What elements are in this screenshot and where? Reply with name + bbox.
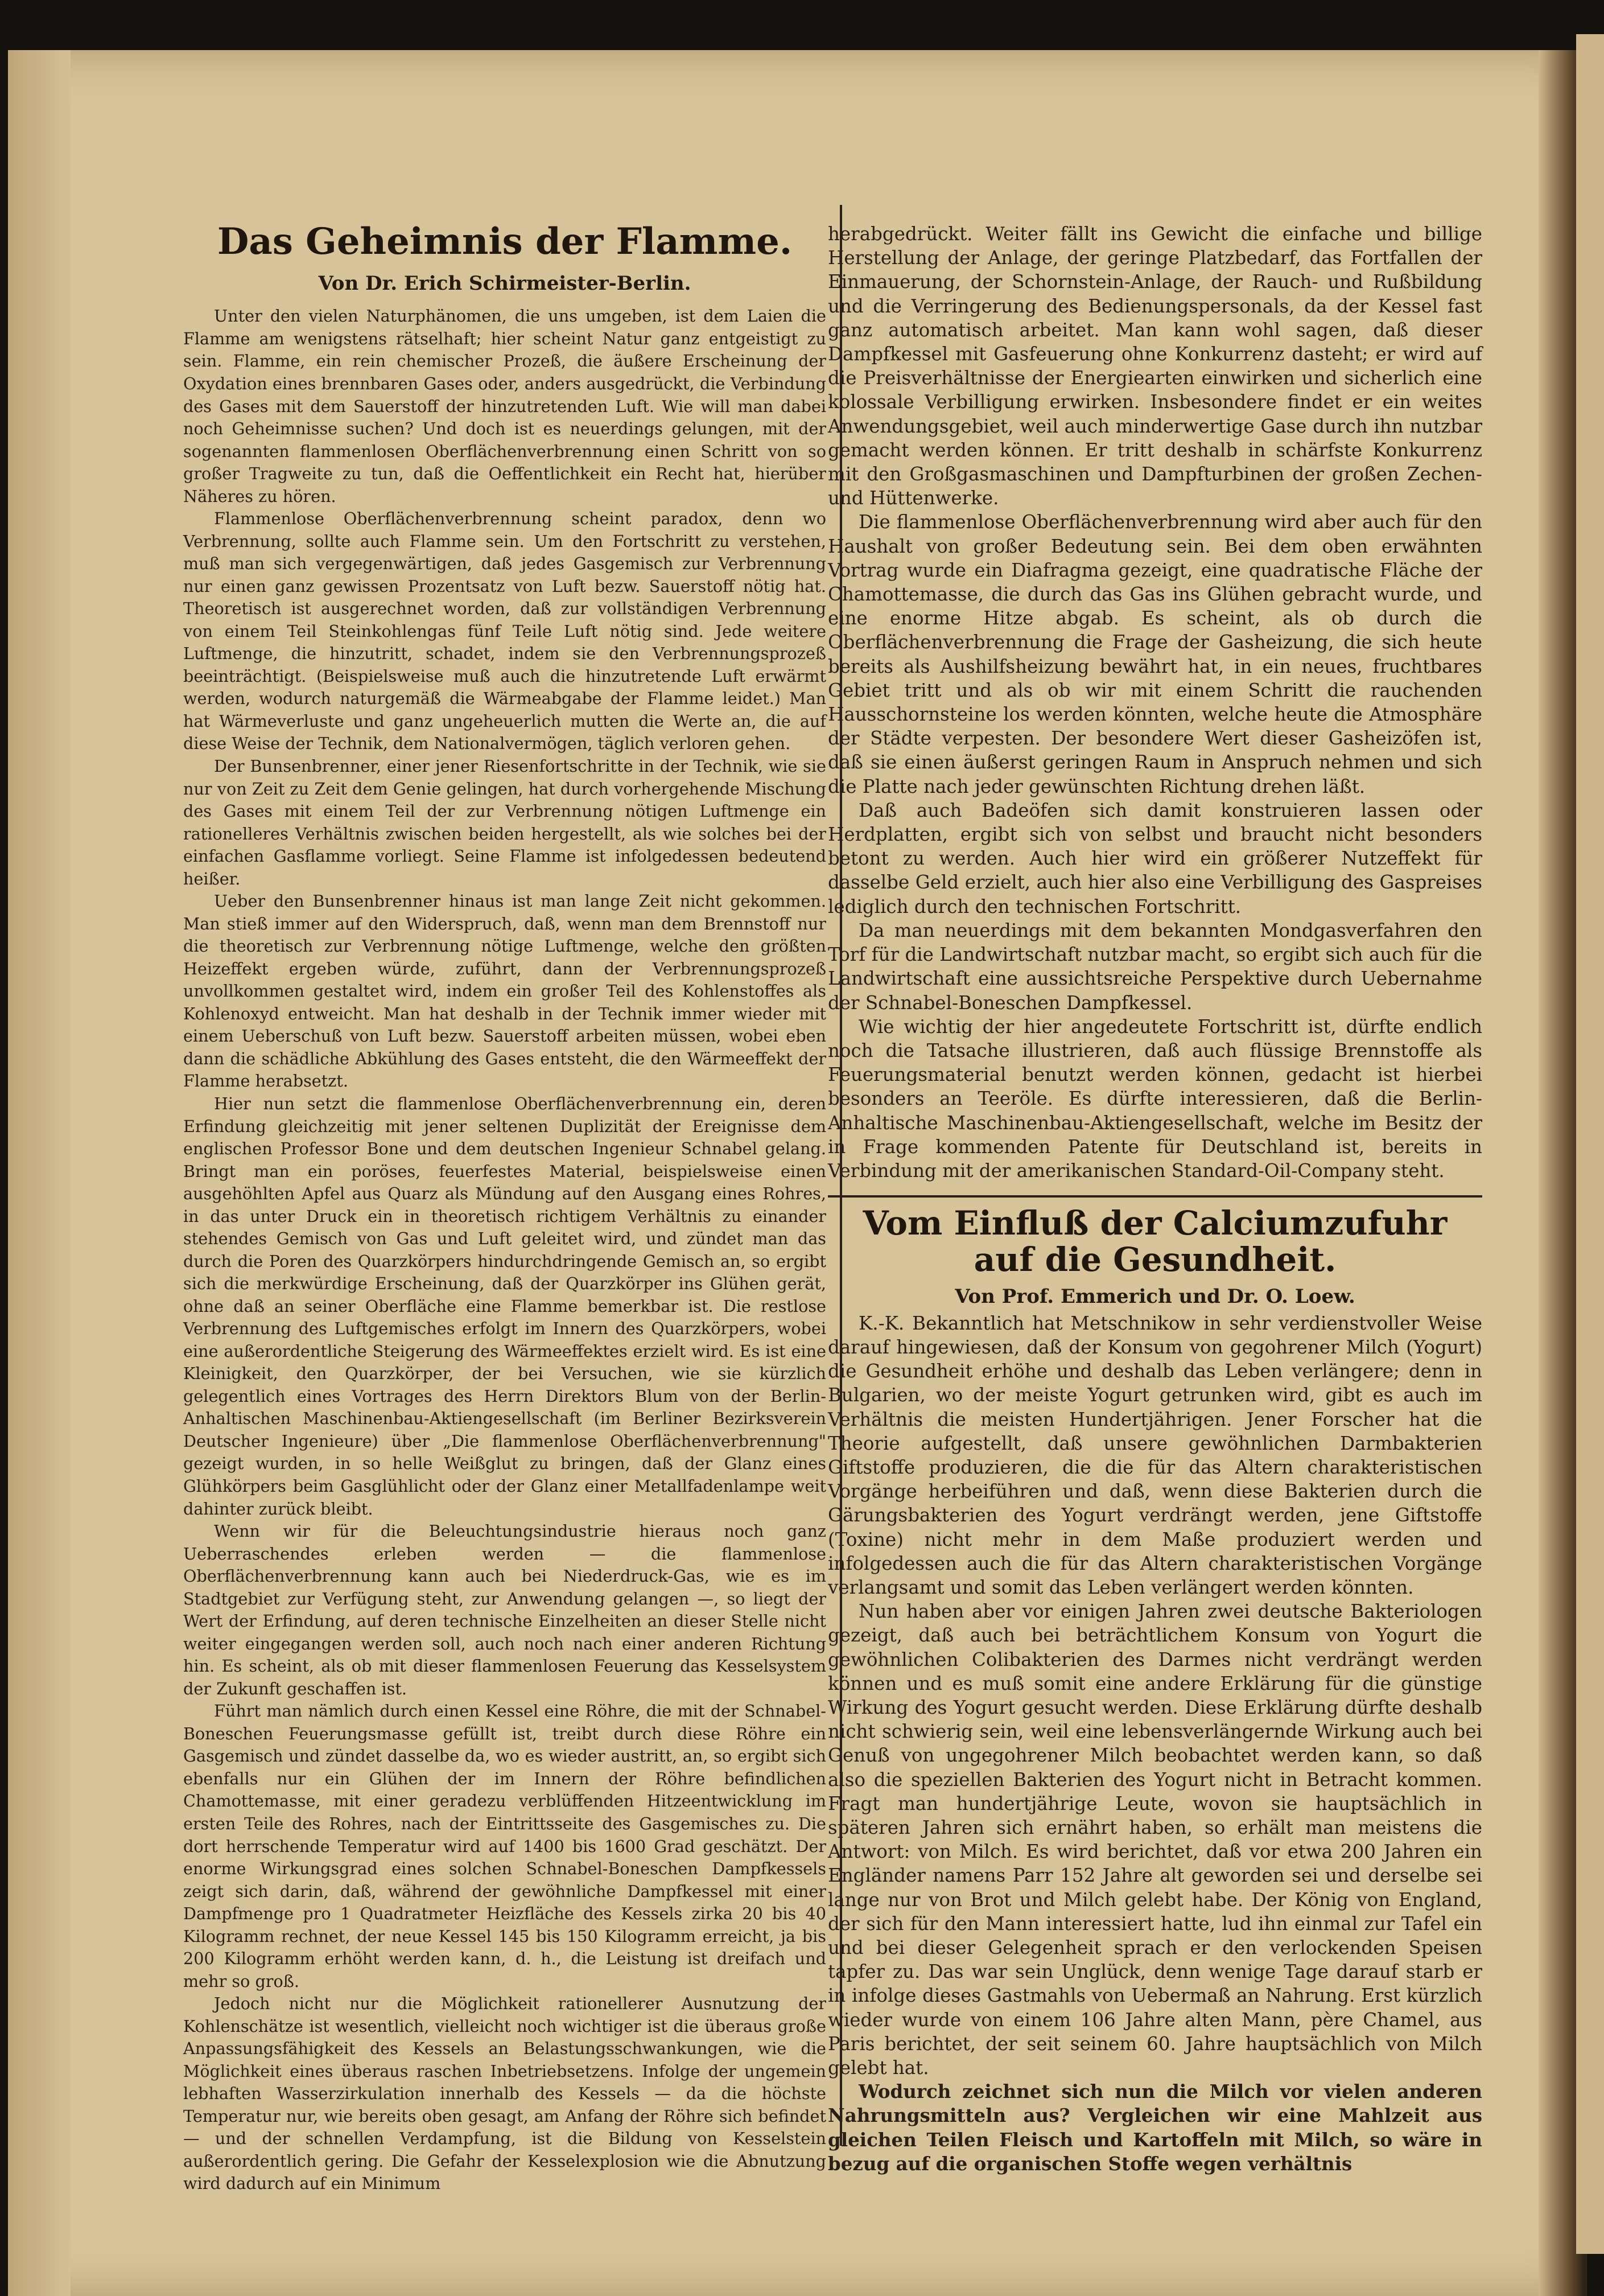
paragraph: Der Bunsenbrenner, einer jener Riesenfortschritte in der Technik, wie sie nur von Zeit zu Zeit dem Genie gelingen, hat durch vorhergehende Mischung des Gases mit einem Teil der zur Verbrennung nötigen Luftmenge ein rationelleres Verhältnis zwischen beiden hergestellt, als wie solches bei der einfachen Gasflamme vorliegt. Seine Flamme ist infolgedessen bedeutend heißer. bbox=[183, 756, 826, 888]
paragraph: Wenn wir für die Beleuchtungsindustrie hieraus noch ganz Ueberraschendes erleben werden — die flammenlose Oberflächenverbrennung kann auch bei Niederdruck-Gas, wie es im Stadtgebiet zur Verfügung steht, zur Anwendung gelangen —, so liegt der Wert der Erfindung, auf deren technische Einzelheiten an dieser Stelle nicht weiter eingegangen werden soll, auch noch nach einer anderen Richtung hin. Es scheint, als ob mit dieser flammenlosen Feuerung das Kesselsystem der Zukunft geschaffen ist. bbox=[183, 1521, 826, 1698]
paragraph: Da man neuerdings mit dem bekannten Mondgasverfahren den Torf für die Landwirtschaft nutzbar macht, so ergibt sich auch für die Landwirtschaft eine aussichtsreiche Perspektive durch Uebernahme der Schnabel-Boneschen Dampfkessel. bbox=[828, 919, 1482, 1014]
paragraph: Nun haben aber vor einigen Jahren zwei deutsche Bakteriologen gezeigt, daß auch bei beträchtlichem Konsum von Yogurt die gewöhnlichen Colibakterien des Darmes nicht verdrängt werden können und es muß somit eine andere Erklärung für die günstige Wirkung des Yogurt gesucht werden. Diese Erklärung dürfte deshalb nicht schwierig sein, weil eine lebensverlängernde Wirkung auch bei Genuß von ungegohrener Milch beobachtet werden kann, so daß also die speziellen Bakterien des Yogurt nicht in Betracht kommen. Fragt man hundertjährige Leute, wovon sie hauptsächlich in späteren Jahren sich ernährt haben, so erhält man meistens die Antwort: von Milch. Es wird berichtet, daß vor etwa 200 Jahren ein Engländer namens Parr 152 Jahre alt geworden sei und derselbe sei lange nur von Brot und Milch gelebt habe. Der König von England, der sich für den Mann interessiert hatte, lud ihn einmal zur Tafel ein und bei dieser Gelegenheit sprach er den verlockenden Speisen tapfer zu. Das war sein Unglück, denn wenige Tage darauf starb er in infolge dieses Gastmahls von Uebermaß an Nahrung. Erst kürzlich wieder wurde von einem 106 Jahre alten Mann, père Chamel, aus Paris berichtet, der seit seinem 60. Jahre hauptsächlich von Milch gelebt hat. bbox=[828, 1600, 1482, 2079]
article-byline: Von Prof. Emmerich und Dr. O. Loew. bbox=[955, 1285, 1355, 1308]
article-title: Vom Einfluß der Calciumzufuhr auf die Gesundheit. bbox=[828, 1195, 1482, 1278]
paragraph: Flammenlose Oberflächenverbrennung scheint paradox, denn wo Verbrennung, sollte auch Flamme sein. Um den Fortschritt zu verstehen, muß man sich vergegenwärtigen, daß jedes Gasgemisch zur Verbrennung nur einen ganz gewissen Prozentsatz von Luft bezw. Sauerstoff nötig hat. Theoretisch ist ausgerechnet worden, daß zur vollständigen Verbrennung von einem Teil Steinkohlengas fünf Teile Luft nötig sind. Jede weitere Luftmenge, die hinzutritt, schadet, indem sie den Verbrennungsprozeß beeinträchtigt. (Beispielsweise muß auch die hinzutretende Luft erwärmt werden, wodurch naturgemäß die Wärmeabgabe der Flamme leidet.) Man hat Wärmeverluste und ganz ungeheuerlich mutten die Werte an, die auf diese Weise der Technik, dem Nationalvermögen, täglich verloren gehen. bbox=[183, 509, 826, 754]
paragraph: Hier nun setzt die flammenlose Oberflächenverbrennung ein, deren Erfindung gleichzeitig mit jener seltenen Duplizität der Ereignisse dem englischen Professor Bone und dem deutschen Ingenieur Schnabel gelang. Bringt man ein poröses, feuerfestes Material, beispielsweise einen ausgehöhlten Apfel aus Quarz als Mündung auf den Ausgang eines Rohres, in das unter Druck ein in theoretisch richtigem Verhältnis zu einander stehendes Gemisch von Gas und Luft geleitet wird, und zündet man das durch die Poren des Quarzkörpers hindurchdringende Gemisch an, so ergibt sich die merkwürdige Erscheinung, daß der Quarzkörper ins Glühen gerät, ohne daß an seiner Oberfläche eine Flamme bemerkbar ist. Die restlose Verbrennung des Luftgemisches erfolgt im Innern des Quarzkörpers, wobei eine außerordentliche Steigerung des Wärmeeffektes erzielt wird. Es ist eine Kleinigkeit, den Quarzkörper, der bei Versuchen, wie sie kürzlich gelegentlich eines Vortrages des Herrn Direktors Blum von der Berlin-Anhaltischen Maschinenbau-Aktiengesellschaft (im Berliner Bezirksverein Deutscher Ingenieure) über „Die flammenlose Oberflächenverbrennung" gezeigt wurden, in so helle Weißglut zu bringen, daß der Glanz eines Glühkörpers beim Gasglühlicht oder der Glanz einer Metallfadenlampe weit dahinter zurück bleibt. bbox=[183, 1093, 826, 1519]
paragraph: Daß auch Badeöfen sich damit konstruieren lassen oder Herdplatten, ergibt sich von selbst und braucht nicht besonders betont zu werden. Auch hier wird ein größerer Nutzeffekt für dasselbe Geld erzielt, auch hier also eine Verbilligung des Gaspreises lediglich durch den technischen Fortschritt. bbox=[828, 799, 1482, 917]
paragraph: Führt man nämlich durch einen Kessel eine Röhre, die mit der Schnabel-Boneschen Feuerungsmasse gefüllt ist, treibt durch diese Röhre ein Gasgemisch und zündet dasselbe da, wo es wieder austritt, an, so ergibt sich ebenfalls nur ein Glühen der im Innern der Röhre befindlichen Chamottemasse, mit einer geradezu verblüffenden Hitzeentwicklung im ersten Teile des Rohres, nach der Eintrittsseite des Gasgemisches zu. Die dort herrschende Temperatur wird auf 1400 bis 1600 Grad geschätzt. Der enorme Wirkungsgrad eines solchen Schnabel-Boneschen Dampfkessels zeigt sich darin, daß, während der gewöhnliche Dampfkessel mit einer Dampfmenge pro 1 Quadratmeter Heizfläche des Kessels zirka 20 bis 40 Kilogramm rechnet, der neue Kessel 145 bis 150 Kilogramm erreicht, ja bis 200 Kilogramm erhöht werden kann, d. h., die Leistung ist dreifach und mehr so groß. bbox=[183, 1701, 826, 1991]
paragraph: Die flammenlose Oberflächenverbrennung wird aber auch für den Haushalt von großer Bedeutung sein. Bei dem oben erwähnten Vortrag wurde ein Diafragma gezeigt, eine quadratische Fläche der Chamottemasse, die durch das Gas ins Glühen gebracht wurde, und eine enorme Hitze abgab. Es scheint, als ob durch die Oberflächenverbrennung die Frage der Gasheizung, die sich heute bereits als Aushilfsheizung bewährt hat, in ein neues, fruchtbares Gebiet tritt und als ob wir mit einem Schritt die rauchenden Hausschornsteine los werden könnten, welche heute die Atmosphäre der Städte verpesten. Der besondere Wert dieser Gasheizöfen ist, daß sie einen äußerst geringen Raum in Anspruch nehmen und sich die Platte nach jeder gewünschten Richtung drehen läßt. bbox=[828, 511, 1482, 797]
paragraph: Unter den vielen Naturphänomen, die uns umgeben, ist dem Laien die Flamme am wenigstens rätselhaft; hier scheint Natur ganz entgeistigt zu sein. Flamme, ein rein chemischer Prozeß, die äußere Erscheinung der Oxydation eines brennbaren Gases oder, anders ausgedrückt, die Verbindung des Gases mit dem Sauerstoff der hinzutretenden Luft. Wie will man dabei noch Geheimnisse suchen? Und doch ist es neuerdings gelungen, mit der sogenannten flammenlosen Oberflächenverbrennung einen Schritt von so großer Tragweite zu tun, daß die Oeffentlichkeit ein Recht hat, hierüber Näheres zu hören. bbox=[183, 306, 826, 506]
paragraph-continued: herabgedrückt. Weiter fällt ins Gewicht die einfache und billige Herstellung der Anlage, der geringe Platzbedarf, das Fortfallen der Einmauerung, der Schornstein-Anlage, der Rauch- und Rußbildung und die Verringerung des Bedienungspersonals, da der Kessel fast ganz automatisch arbeitet. Man kann wohl sagen, daß dieser Dampfkessel mit Gasfeuerung ohne Konkurrenz dasteht; er wird auf die Preisverhältnisse der Energiearten einwirken und sicherlich eine kolossale Verbilligung erwirken. Insbesondere findet er ein weites Anwendungsgebiet, weil auch minderwertige Gase durch ihn nutzbar gemacht werden können. Er tritt deshalb in schärfste Konkurrenz mit den Großgasmaschinen und Dampfturbinen der großen Zechen- und Hüttenwerke. bbox=[828, 223, 1482, 509]
left-column bbox=[183, 222, 826, 2195]
page-edge bbox=[8, 50, 71, 2296]
article-byline: Von Dr. Erich Schirmeister-Berlin. bbox=[318, 272, 691, 295]
right-column bbox=[828, 222, 1482, 2176]
paragraph: K.-K. Bekanntlich hat Metschnikow in sehr verdienstvoller Weise darauf hingewiesen, daß der Konsum von gegohrener Milch (Yogurt) die Gesundheit erhöhe und deshalb das Leben verlängere; denn in Bulgarien, wo der meiste Yogurt getrunken wird, gibt es auch im Verhältnis die meisten Hundertjährigen. Jener Forscher hat die Theorie aufgestellt, daß unsere gewöhnlichen Darmbakterien Giftstoffe produzieren, die die für das Altern charakteristischen Vorgänge herbeiführen und daß, wenn diese Bakterien durch die Gärungsbakterien des Yogurt verdrängt werden, jene Giftstoffe (Toxine) nicht mehr in dem Maße produziert werden und infolgedessen auch die für das Altern charakteristischen Vorgänge verlangsamt und somit das Leben verlängert werden könnten. bbox=[828, 1312, 1482, 1598]
paragraph: Ueber den Bunsenbrenner hinaus ist man lange Zeit nicht gekommen. Man stieß immer auf den Widerspruch, daß, wenn man dem Brennstoff nur die theoretisch zur Verbrennung nötige Luftmenge, welche den größten Heizeffekt ergeben würde, zuführt, dann der Verbrennungsprozeß unvollkommen gestaltet wird, indem ein großer Teil des Kohlenstoffes als Kohlenoxyd entweicht. Man hat deshalb in der Technik immer wieder mit einem Ueberschuß von Luft bezw. Sauerstoff arbeiten müssen, wobei eben dann die schädliche Abkühlung des Gases entsteht, die den Wärmeeffekt der Flamme herabsetzt. bbox=[183, 891, 826, 1091]
article-title: Das Geheimnis der Flamme. bbox=[217, 220, 793, 263]
paragraph: Jedoch nicht nur die Möglichkeit rationellerer Ausnutzung der Kohlenschätze ist wesentlich, vielleicht noch wichtiger ist die überaus große Anpassungsfähigkeit des Kessels an Belastungsschwankungen, wie die Möglichkeit eines überaus raschen Inbetriebsetzens. Infolge der ungemein lebhaften Wasserzirkulation innerhalb des Kessels — da die höchste Temperatur nur, wie bereits oben gesagt, am Anfang der Röhre sich befindet — und der schnellen Verdampfung, ist die Bildung von Kesselstein außerordentlich gering. Die Gefahr der Kesselexplosion wie die Abnutzung wird dadurch auf ein Minimum bbox=[183, 1994, 826, 2194]
adjacent-page-edge bbox=[1576, 34, 1604, 2254]
paragraph: Wie wichtig der hier angedeutete Fortschritt ist, dürfte endlich noch die Tatsache illustrieren, daß auch flüssige Brennstoffe als Feuerungsmaterial benutzt werden können, gedacht ist hierbei besonders an Teeröle. Es dürfte interessieren, daß die Berlin-Anhaltische Maschinenbau-Aktiengesellschaft, welche im Besitz der in Frage kommenden Patente für Deutschland ist, bereits in Verbindung mit der amerikanischen Standard-Oil-Company steht. bbox=[828, 1015, 1482, 1182]
paragraph: Wodurch zeichnet sich nun die Milch vor vielen anderen Nahrungsmitteln aus? Vergleichen wir eine Mahlzeit aus gleichen Teilen Fleisch und Kartoffeln mit Milch, so wäre in bezug auf die organischen Stoffe wegen verhältnis bbox=[828, 2080, 1482, 2175]
